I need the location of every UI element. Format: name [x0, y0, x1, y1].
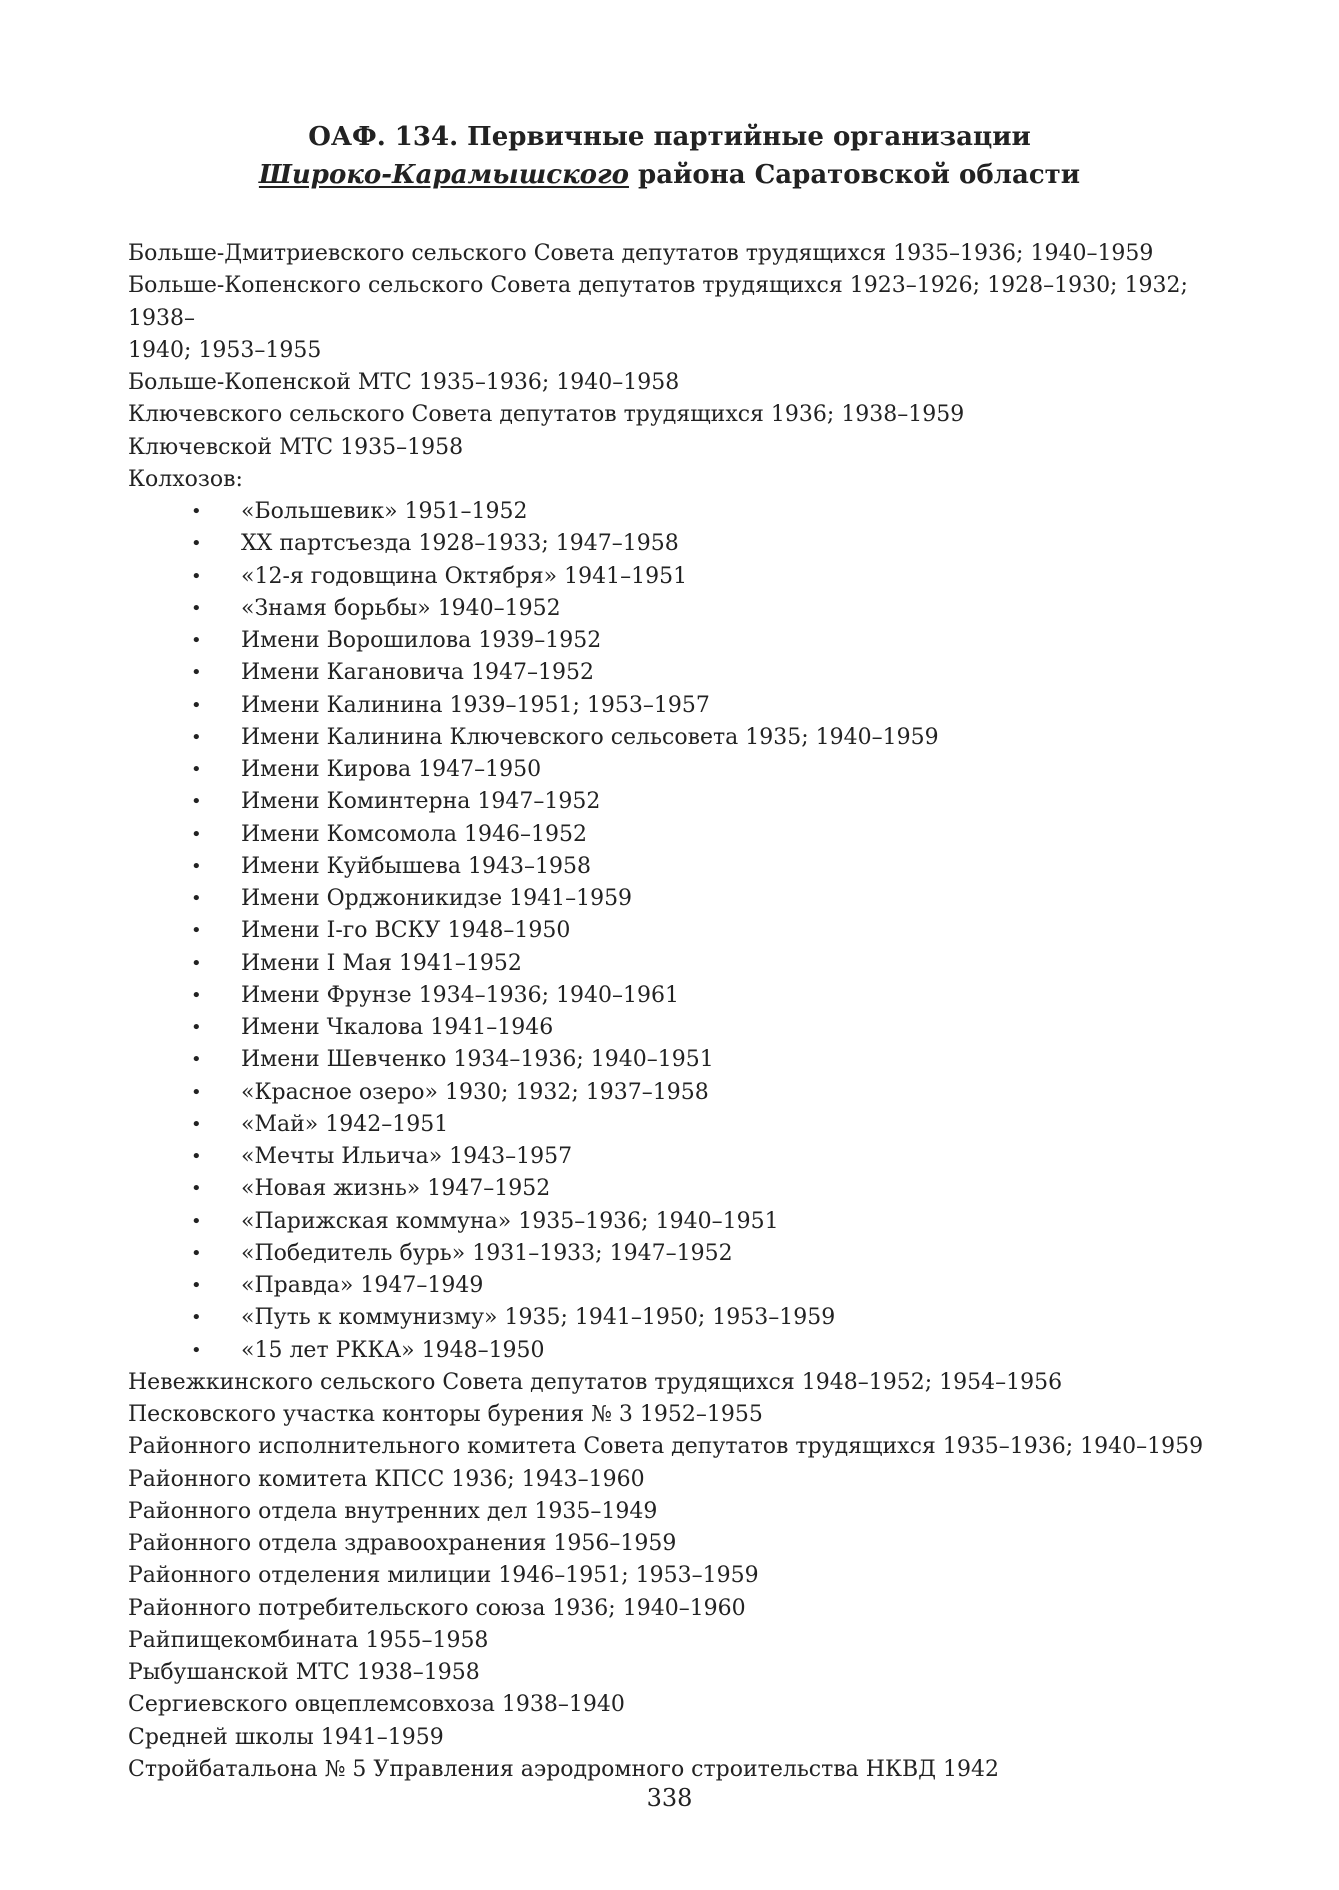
kolkhoz-item-text: XX партсъезда 1928–1933; 1947–1958 [241, 531, 679, 557]
kolkhoz-item-text: Имени Калинина Ключевского сельсовета 1935; 1940–1959 [241, 724, 939, 750]
kolkhoz-item-text: «Знамя борьбы» 1940–1952 [241, 595, 561, 621]
kolkhoz-item-text: Имени Кагановича 1947–1952 [241, 660, 595, 686]
bullet-icon: • [191, 533, 202, 555]
kolkhoz-item [128, 1270, 1238, 1302]
kolkhoz-item-text: «Правда» 1947–1949 [241, 1273, 484, 1298]
bullet-icon: • [191, 1081, 202, 1103]
kolkhoz-item-text: «Новая жизнь» 1947–1952 [241, 1176, 551, 1202]
kolkhoz-item [128, 948, 1238, 980]
kolkhoz-item-text: Имени Орджоникидзе 1941–1959 [241, 886, 633, 911]
kolkhoz-item [128, 915, 1238, 947]
entry-line: Районного комитета КПСС 1936; 1943–1960 [128, 1466, 645, 1492]
entry-line: Районного отделения милиции 1946–1951; 1953–1959 [128, 1563, 759, 1589]
bullet-icon: • [191, 791, 202, 813]
bullet-icon: • [191, 565, 202, 587]
bullet-icon: • [191, 1146, 202, 1167]
entry-line: Райпищекомбината 1955–1958 [128, 1627, 489, 1653]
kolkhoz-item-text: Имени Шевченко 1934–1936; 1940–1951 [241, 1047, 714, 1073]
page-heading [0, 118, 1339, 194]
bullet-icon: • [191, 920, 202, 942]
entry-line: Песковского участка конторы бурения № 3 1952–1955 [128, 1402, 763, 1427]
bullet-icon: • [191, 984, 202, 1006]
kolkhoz-section-label: Колхозов: [128, 466, 243, 492]
entry-line: Районного потребительского союза 1936; 1940–1960 [128, 1595, 746, 1621]
kolkhoz-item-text: «12-я годовщина Октября» 1941–1951 [241, 563, 688, 589]
kolkhoz-item [128, 496, 1238, 528]
organization-list [128, 238, 1238, 1786]
kolkhoz-item-text: Имени I-го ВСКУ 1948–1950 [241, 918, 571, 944]
kolkhoz-item [128, 1012, 1238, 1044]
heading-line-1: ОАФ. 134. Первичные партийные организации [308, 122, 1031, 152]
heading-line-2 [0, 156, 1339, 194]
kolkhoz-item [128, 851, 1238, 883]
kolkhoz-item-text: Имени Комсомола 1946–1952 [241, 821, 588, 847]
kolkhoz-item-text: «Красное озеро» 1930; 1932; 1937–1958 [241, 1079, 709, 1105]
kolkhoz-item-text: «Путь к коммунизму» 1935; 1941–1950; 1953–1959 [241, 1305, 836, 1331]
kolkhoz-item-text: Имени Кирова 1947–1950 [241, 757, 542, 782]
bullet-icon: • [191, 888, 202, 909]
entry-line: 1940; 1953–1955 [128, 337, 322, 363]
kolkhoz-item [128, 722, 1238, 754]
kolkhoz-item-text: «Парижская коммуна» 1935–1936; 1940–1951 [241, 1208, 779, 1234]
kolkhoz-item [128, 1173, 1238, 1205]
heading-district-name: Широко-Карамышского [258, 160, 629, 190]
bullet-icon: • [191, 1339, 202, 1361]
bullet-icon: • [191, 726, 202, 748]
kolkhoz-item [128, 1206, 1238, 1238]
entry-line: Невежкинского сельского Совета депутатов трудящихся 1948–1952; 1954–1956 [128, 1369, 1063, 1395]
bullet-icon: • [191, 1049, 202, 1071]
kolkhoz-item [128, 1335, 1238, 1367]
entry-line: Больше-Копенского сельского Совета депутатов трудящихся 1923–1926; 1928–1930; 1932; 1938– [128, 273, 1188, 331]
kolkhoz-item-text: «Май» 1942–1951 [241, 1111, 449, 1137]
entries-top [128, 238, 1238, 496]
bullet-icon: • [191, 1275, 202, 1296]
entry-line: Районного отдела внутренних дел 1935–1949 [128, 1498, 658, 1524]
kolkhoz-item-text: «Мечты Ильича» 1943–1957 [241, 1144, 573, 1169]
kolkhoz-list [128, 496, 1238, 1367]
bullet-icon: • [191, 597, 202, 619]
page-number: 338 [646, 1784, 693, 1812]
kolkhoz-item [128, 1141, 1238, 1173]
entry-line: Средней школы 1941–1959 [128, 1724, 444, 1750]
kolkhoz-item [128, 1077, 1238, 1109]
entry-line: Районного отдела здравоохранения 1956–1959 [128, 1531, 677, 1556]
entry-line: Районного исполнительного комитета Совета депутатов трудящихся 1935–1936; 1940–1959 [128, 1434, 1204, 1460]
kolkhoz-item [128, 1044, 1238, 1076]
kolkhoz-item-text: «15 лет РККА» 1948–1950 [241, 1337, 545, 1363]
bullet-icon: • [191, 1017, 202, 1038]
bullet-icon: • [191, 759, 202, 780]
bullet-icon: • [191, 1210, 202, 1232]
kolkhoz-item-text: Имени Фрунзе 1934–1936; 1940–1961 [241, 982, 679, 1008]
kolkhoz-item [128, 786, 1238, 818]
kolkhoz-item-text: «Большевик» 1951–1952 [241, 499, 528, 524]
bullet-icon: • [191, 694, 202, 716]
kolkhoz-item [128, 625, 1238, 657]
kolkhoz-item-text: Имени Куйбышева 1943–1958 [241, 853, 591, 879]
kolkhoz-item [128, 819, 1238, 851]
kolkhoz-item [128, 1109, 1238, 1141]
bullet-icon: • [191, 1113, 202, 1135]
kolkhoz-item-text: «Победитель бурь» 1931–1933; 1947–1952 [241, 1240, 733, 1266]
bullet-icon: • [191, 855, 202, 877]
entry-line: Стройбатальона № 5 Управления аэродромного строительства НКВД 1942 [128, 1756, 1000, 1782]
entry-line: Сергиевского овцеплемсовхоза 1938–1940 [128, 1692, 625, 1718]
entry-line: Ключевской МТС 1935–1958 [128, 434, 464, 460]
kolkhoz-item [128, 561, 1238, 593]
bullet-icon: • [191, 823, 202, 845]
entry-line: Больше-Дмитриевского сельского Совета депутатов трудящихся 1935–1936; 1940–1959 [128, 241, 1154, 266]
kolkhoz-item [128, 754, 1238, 786]
kolkhoz-item-text: Имени Калинина 1939–1951; 1953–1957 [241, 692, 710, 718]
bullet-icon: • [191, 1242, 202, 1264]
kolkhoz-item-text: Имени Коминтерна 1947–1952 [241, 789, 601, 815]
bullet-icon: • [191, 501, 202, 522]
kolkhoz-item-text: Имени I Мая 1941–1952 [241, 950, 522, 976]
kolkhoz-item [128, 883, 1238, 915]
kolkhoz-item [128, 1302, 1238, 1334]
kolkhoz-item [128, 980, 1238, 1012]
heading-line-2-rest: района Саратовской области [628, 160, 1081, 190]
entries-bottom [128, 1367, 1238, 1786]
entry-line: Рыбушанской МТС 1938–1958 [128, 1660, 480, 1685]
bullet-icon: • [191, 1178, 202, 1200]
kolkhoz-item [128, 690, 1238, 722]
kolkhoz-item-text: Имени Чкалова 1941–1946 [241, 1015, 554, 1040]
bullet-icon: • [191, 952, 202, 974]
bullet-icon: • [191, 1307, 202, 1329]
kolkhoz-item [128, 657, 1238, 689]
kolkhoz-item [128, 593, 1238, 625]
kolkhoz-item [128, 1238, 1238, 1270]
entry-line: Больше-Копенской МТС 1935–1936; 1940–1958 [128, 370, 680, 395]
bullet-icon: • [191, 662, 202, 684]
entry-line: Ключевского сельского Совета депутатов трудящихся 1936; 1938–1959 [128, 402, 965, 428]
kolkhoz-item [128, 528, 1238, 560]
kolkhoz-item-text: Имени Ворошилова 1939–1952 [241, 628, 602, 653]
bullet-icon: • [191, 630, 202, 651]
